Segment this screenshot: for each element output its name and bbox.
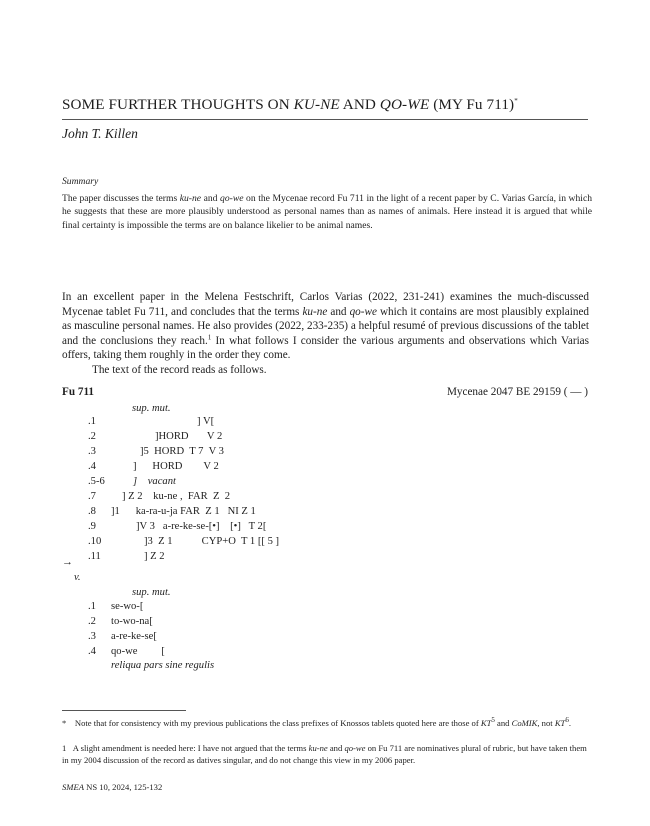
record-reference: Mycenae 2047 BE 29159 ( — ) <box>446 386 588 398</box>
reliqua-label: reliqua pars sine regulis <box>111 660 215 671</box>
line-text: ] vacant <box>133 476 176 487</box>
verso-line-text: se-wo-[ <box>111 601 144 612</box>
sup-mut-label: sup. mut. <box>132 403 171 414</box>
term-qo-we: qo-we <box>344 743 366 753</box>
footnote-sup: 5 <box>491 716 495 725</box>
verso-line-number: .3 <box>88 631 96 642</box>
verso-line-number: .2 <box>88 616 96 627</box>
title-text: SOME FURTHER THOUGHTS ON <box>62 96 294 113</box>
footnote-fragment: and <box>327 743 345 753</box>
line-number: .9 <box>88 521 96 532</box>
verso-line-number: .1 <box>88 601 96 612</box>
summary-fragment: on the Mycenae record Fu 711 in the light of a recent paper by C. Varias García, in which he suggests that these are more plausibly understood as personal names than as names of animals. Here instead it is argued that while final certainty is impossible the terms are on balance likelier to be animal names. <box>62 193 592 231</box>
line-text: ]3 Z 1 CYP+O T 1 [[ 5 ] <box>144 536 280 547</box>
body-text <box>62 290 589 378</box>
title-term-ku-ne: KU-NE <box>293 96 340 113</box>
title-term-qo-we: QO-WE <box>379 96 430 113</box>
summary-heading: Summary <box>62 176 99 187</box>
record-title: Fu 711 <box>62 386 95 398</box>
title-rule <box>62 119 588 120</box>
verso-line-text: qo-we [ <box>111 646 165 657</box>
line-number: .11 <box>88 551 101 562</box>
verso-sup-mut-label: sup. mut. <box>132 587 171 598</box>
line-number: .3 <box>88 446 96 457</box>
line-text: ] HORD V 2 <box>133 461 219 472</box>
footnote-1 <box>62 743 590 766</box>
footnote-fragment: , not <box>537 718 555 728</box>
footnote-star <box>62 718 590 730</box>
verso-label: v. <box>74 572 81 583</box>
title-text: (MY Fu 711) <box>429 96 515 113</box>
title-text: AND <box>339 96 380 113</box>
footnote-fragment: . <box>568 718 571 728</box>
footnote-fragment: on Fu 711 are nominatives plural of rubric, but have taken them in my 2004 discussion of the record as datives singular, and do not change this view in my 2006 paper. <box>62 743 587 765</box>
journal-citation <box>62 782 162 792</box>
footnote-fragment: Note that for consistency with my previous publications the class prefixes of Knossos tablets quoted here are those of <box>74 718 481 728</box>
body-fragment: and <box>327 305 350 318</box>
line-text: ] Z 2 <box>144 551 165 562</box>
footnote-fragment: and <box>494 718 512 728</box>
summary-fragment: The paper discusses the terms <box>62 193 180 204</box>
footnote-marker: 1 <box>207 333 212 342</box>
journal-details: NS 10, 2024, 125-132 <box>83 782 163 792</box>
author-name: John T. Killen <box>62 126 138 141</box>
body-fragment: In an excellent paper in the Melena Festschrift, Carlos Varias (2022, 231-241) examines the much-discussed Mycenae tablet Fu 711, and concludes that the terms <box>62 291 589 318</box>
body-paragraph: The text of the record reads as follows. <box>92 363 267 376</box>
line-text: ]V 3 a-re-ke-se-[•] [•] T 2[ <box>136 521 267 532</box>
line-text: ]1 ka-ra-u-ja FAR Z 1 NI Z 1 <box>111 506 256 517</box>
summary-text <box>62 192 592 232</box>
body-fragment: which it contains are most plausibly explained as masculine personal names. He also provides (2022, 233-235) a helpful resumé of previous discussions of the tablet and the conclusions they reach. <box>62 305 590 347</box>
verso-line-text: a-re-ke-se[ <box>111 631 157 642</box>
body-paragraph <box>62 290 589 363</box>
footnote-kt: KT <box>480 718 492 728</box>
verso-line-text: to-wo-na[ <box>111 616 153 627</box>
line-text: ]HORD V 2 <box>155 431 223 442</box>
term-ku-ne: ku-ne <box>308 743 328 753</box>
footnote-fragment: A slight amendment is needed here: I have not argued that the terms <box>72 743 309 753</box>
line-number: .1 <box>88 416 96 427</box>
term-qo-we: qo-we <box>220 193 244 204</box>
article-title <box>62 96 518 114</box>
footnote-comik: CoMIK <box>511 718 538 728</box>
footnote-star-marker: * <box>62 718 67 728</box>
term-qo-we: qo-we <box>349 305 377 318</box>
line-text: ] Z 2 ku-ne , FAR Z 2 <box>122 491 231 502</box>
line-number: .4 <box>88 461 96 472</box>
summary-fragment: and <box>201 193 221 204</box>
verso-line-number: .4 <box>88 646 96 657</box>
footnote-rule <box>62 710 186 711</box>
term-ku-ne: ku-ne <box>302 305 328 318</box>
footnote-kt: KT <box>554 718 566 728</box>
title-footnote-marker: * <box>514 96 518 105</box>
line-number: .7 <box>88 491 96 502</box>
line-number: .5-6 <box>88 476 105 487</box>
line-text: ]5 HORD T 7 V 3 <box>140 446 224 457</box>
line-number: .2 <box>88 431 96 442</box>
line-number: .8 <box>88 506 96 517</box>
line-text: ] V[ <box>197 416 215 427</box>
journal-name: SMEA <box>62 782 84 792</box>
line-number: .10 <box>88 536 102 547</box>
term-ku-ne: ku-ne <box>179 193 202 204</box>
body-fragment: In what follows I consider the various arguments and observations which Varias offers, taking them roughly in the order they come. <box>62 334 590 362</box>
turn-arrow: → <box>62 556 73 568</box>
footnote-sup: 6 <box>565 716 569 725</box>
footnote-1-marker: 1 <box>62 743 67 753</box>
